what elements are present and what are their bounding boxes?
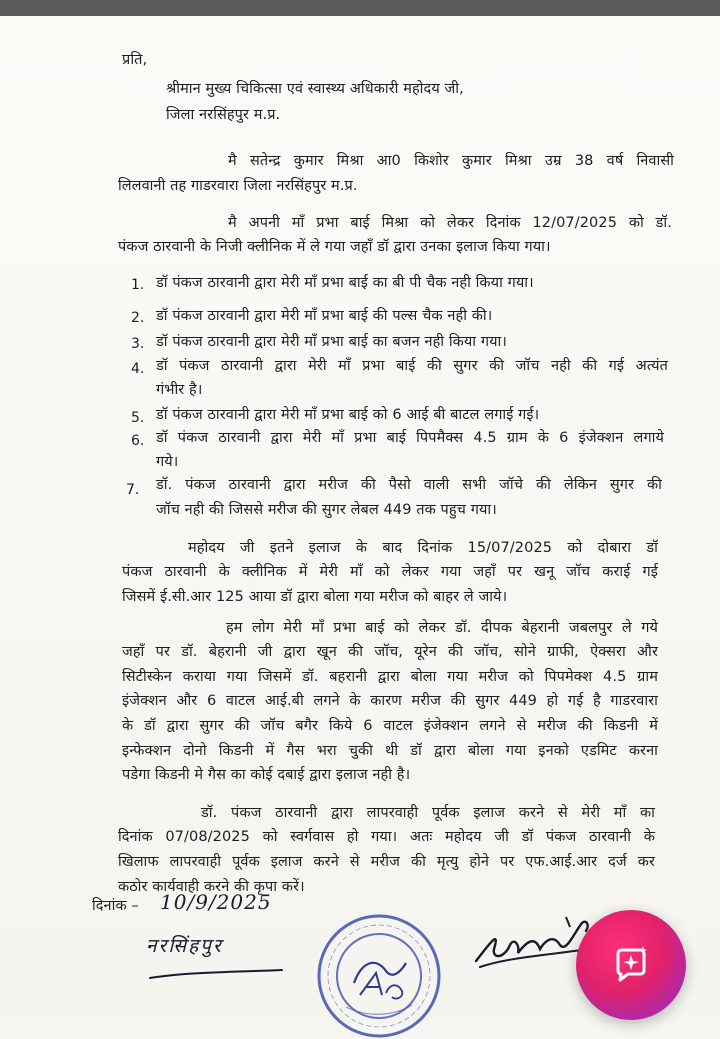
point-text: डॉ. पंकज ठारवानी द्वारा मरीज की पैसो वाली सभी जॉचे की लेकिन सुगर की [156, 477, 662, 493]
place-handwritten: नरसिंहपुर [146, 935, 223, 957]
para2-line-3: जिसमें ई.सी.आर 125 आया डॉ द्वारा बोला गया मरीज को बाहर ले जाये। [122, 589, 508, 605]
salutation-to: प्रति, [122, 52, 148, 68]
para4-line-4: कठोर कार्यवाही करने की कृपा करें। [118, 879, 305, 895]
place-underline [146, 942, 286, 982]
letter-page [0, 16, 720, 1023]
point-text: डॉ पंकज ठारवानी द्वारा मेरी माँ प्रभा बाई की पल्स चैक नही की। [156, 308, 493, 324]
para3-line-2: जहाँ पर डॉ. बेहरानी जी द्वारा खून की जॉच, यूरेन की जॉच, सोने ग्राफी, ऐक्सरा और [122, 644, 658, 660]
point-number: 7. [126, 482, 140, 498]
intro-line-2: लिलवानी तह गाडरवारा जिला नरसिंहपुर म.प्र. [118, 178, 358, 194]
point-text-continued: जॉच नही की जिससे मरीज की सुगर लेबल 449 तक पहुच गया। [156, 502, 497, 518]
point-number: 4. [131, 361, 145, 377]
ai-assistant-button[interactable] [576, 910, 686, 1020]
date-label: दिनांक – [92, 898, 139, 914]
para2-line-2: पंकज ठारवानी के क्लीनिक में मेरी माँ को लेकर गया जहाँ पर खनू जॉच कराई गई [122, 564, 658, 580]
point-number: 5. [131, 410, 145, 426]
point-number: 1. [131, 277, 145, 293]
addressee-place: जिला नरसिंहपुर म.प्र. [166, 107, 281, 123]
para3-line-5: के डॉ द्वारा सुगर की जॉच बगैर किये 6 वाटल इंजेक्शन लगने से मरीज की किडनी में [122, 718, 658, 734]
point-number: 6. [131, 433, 145, 449]
point-text: डॉ पंकज ठारवानी द्वारा मेरी माँ प्रभा बाई की सुगर की जॉच नही की गई अत्यंत [156, 358, 668, 374]
para2-line-1: महोदय जी इतने इलाज के बाद दिनांक 15/07/2025 को दोबारा डॉ [188, 540, 658, 556]
addressee: श्रीमान मुख्य चिकित्सा एवं स्वास्थ्य अधिकारी महोदय जी, [166, 81, 464, 97]
point-text: डॉ पंकज ठारवानी द्वारा मेरी माँ प्रभा बाई को 6 आई बी बाटल लगाई गई। [156, 407, 540, 423]
para4-line-1: डॉ. पंकज ठारवानी द्वारा लापरवाही पूर्वक इलाज करने से मेरी माँ का [201, 805, 655, 821]
office-stamp [316, 913, 442, 1039]
point-number: 3. [131, 336, 145, 352]
para3-line-3: सिटीस्केन कराया गया जिसमें डॉ. बहरानी द्वारा बोला गया मरीज को पिपमेक्श 4.5 ग्राम [122, 669, 658, 685]
point-text: डॉ पंकज ठारवानी द्वारा मेरी माँ प्रभा बाई का बजन नही किया गया। [156, 334, 507, 350]
para3-line-6: इन्फेक्शन दोनो किडनी में गैस भरा चुकी थी डॉ द्वारा बोला गया इनको एडमिट करना [122, 743, 658, 759]
point-text: डॉ पंकज ठारवानी द्वारा मेरी माँ प्रभा बाई का बी पी चैक नही किया गया। [156, 275, 534, 291]
point-text: डॉ पंकज ठारवानी द्वारा मेरी माँ प्रभा बाई पिपमैक्स 4.5 ग्राम के 6 इंजेक्शन लगाये [156, 430, 664, 446]
para4-line-3: खिलाफ लापरवाही पूर्वक इलाज करने से मरीज की मृत्यु होने पर एफ.आई.आर दर्ज कर [118, 854, 655, 870]
point-text-continued: गंभीर है। [156, 382, 203, 398]
para1-line-1: मै अपनी माँ प्रभा बाई मिश्रा को लेकर दिनांक 12/07/2025 को डॉ. [228, 215, 672, 231]
date-handwritten: 10/9/2025 [160, 890, 272, 914]
para3-line-1: हम लोग मेरी माँ प्रभा बाई को लेकर डॉ. दीपक बेहरानी जबलपुर ले गये [226, 620, 658, 636]
para1-line-2: पंकज ठारवानी के निजी क्लीनिक में ले गया जहाँ डॉ द्वारा उनका इलाज किया गया। [118, 239, 551, 255]
para4-line-2: दिनांक 07/08/2025 को स्वर्गवास हो गया। अतः महोदय जी डॉ पंकज ठारवानी के [118, 829, 655, 845]
window-top-bar [0, 0, 720, 16]
para3-line-7: पडेगा किडनी मे गैस का कोई दबाई द्वारा इलाज नही है। [122, 767, 411, 783]
para3-line-4: इंजेक्शन और 6 वाटल आई.बी लगने के कारण मरीज की सुगर 449 हो गई है गाडरवारा [122, 693, 658, 709]
sparkle-chat-icon [610, 944, 652, 986]
point-text-continued: गये। [156, 454, 179, 470]
point-number: 2. [131, 310, 145, 326]
intro-line-1: मै सतेन्द्र कुमार मिश्रा आ0 किशोर कुमार मिश्रा उम्र 38 वर्ष निवासी [228, 153, 674, 169]
